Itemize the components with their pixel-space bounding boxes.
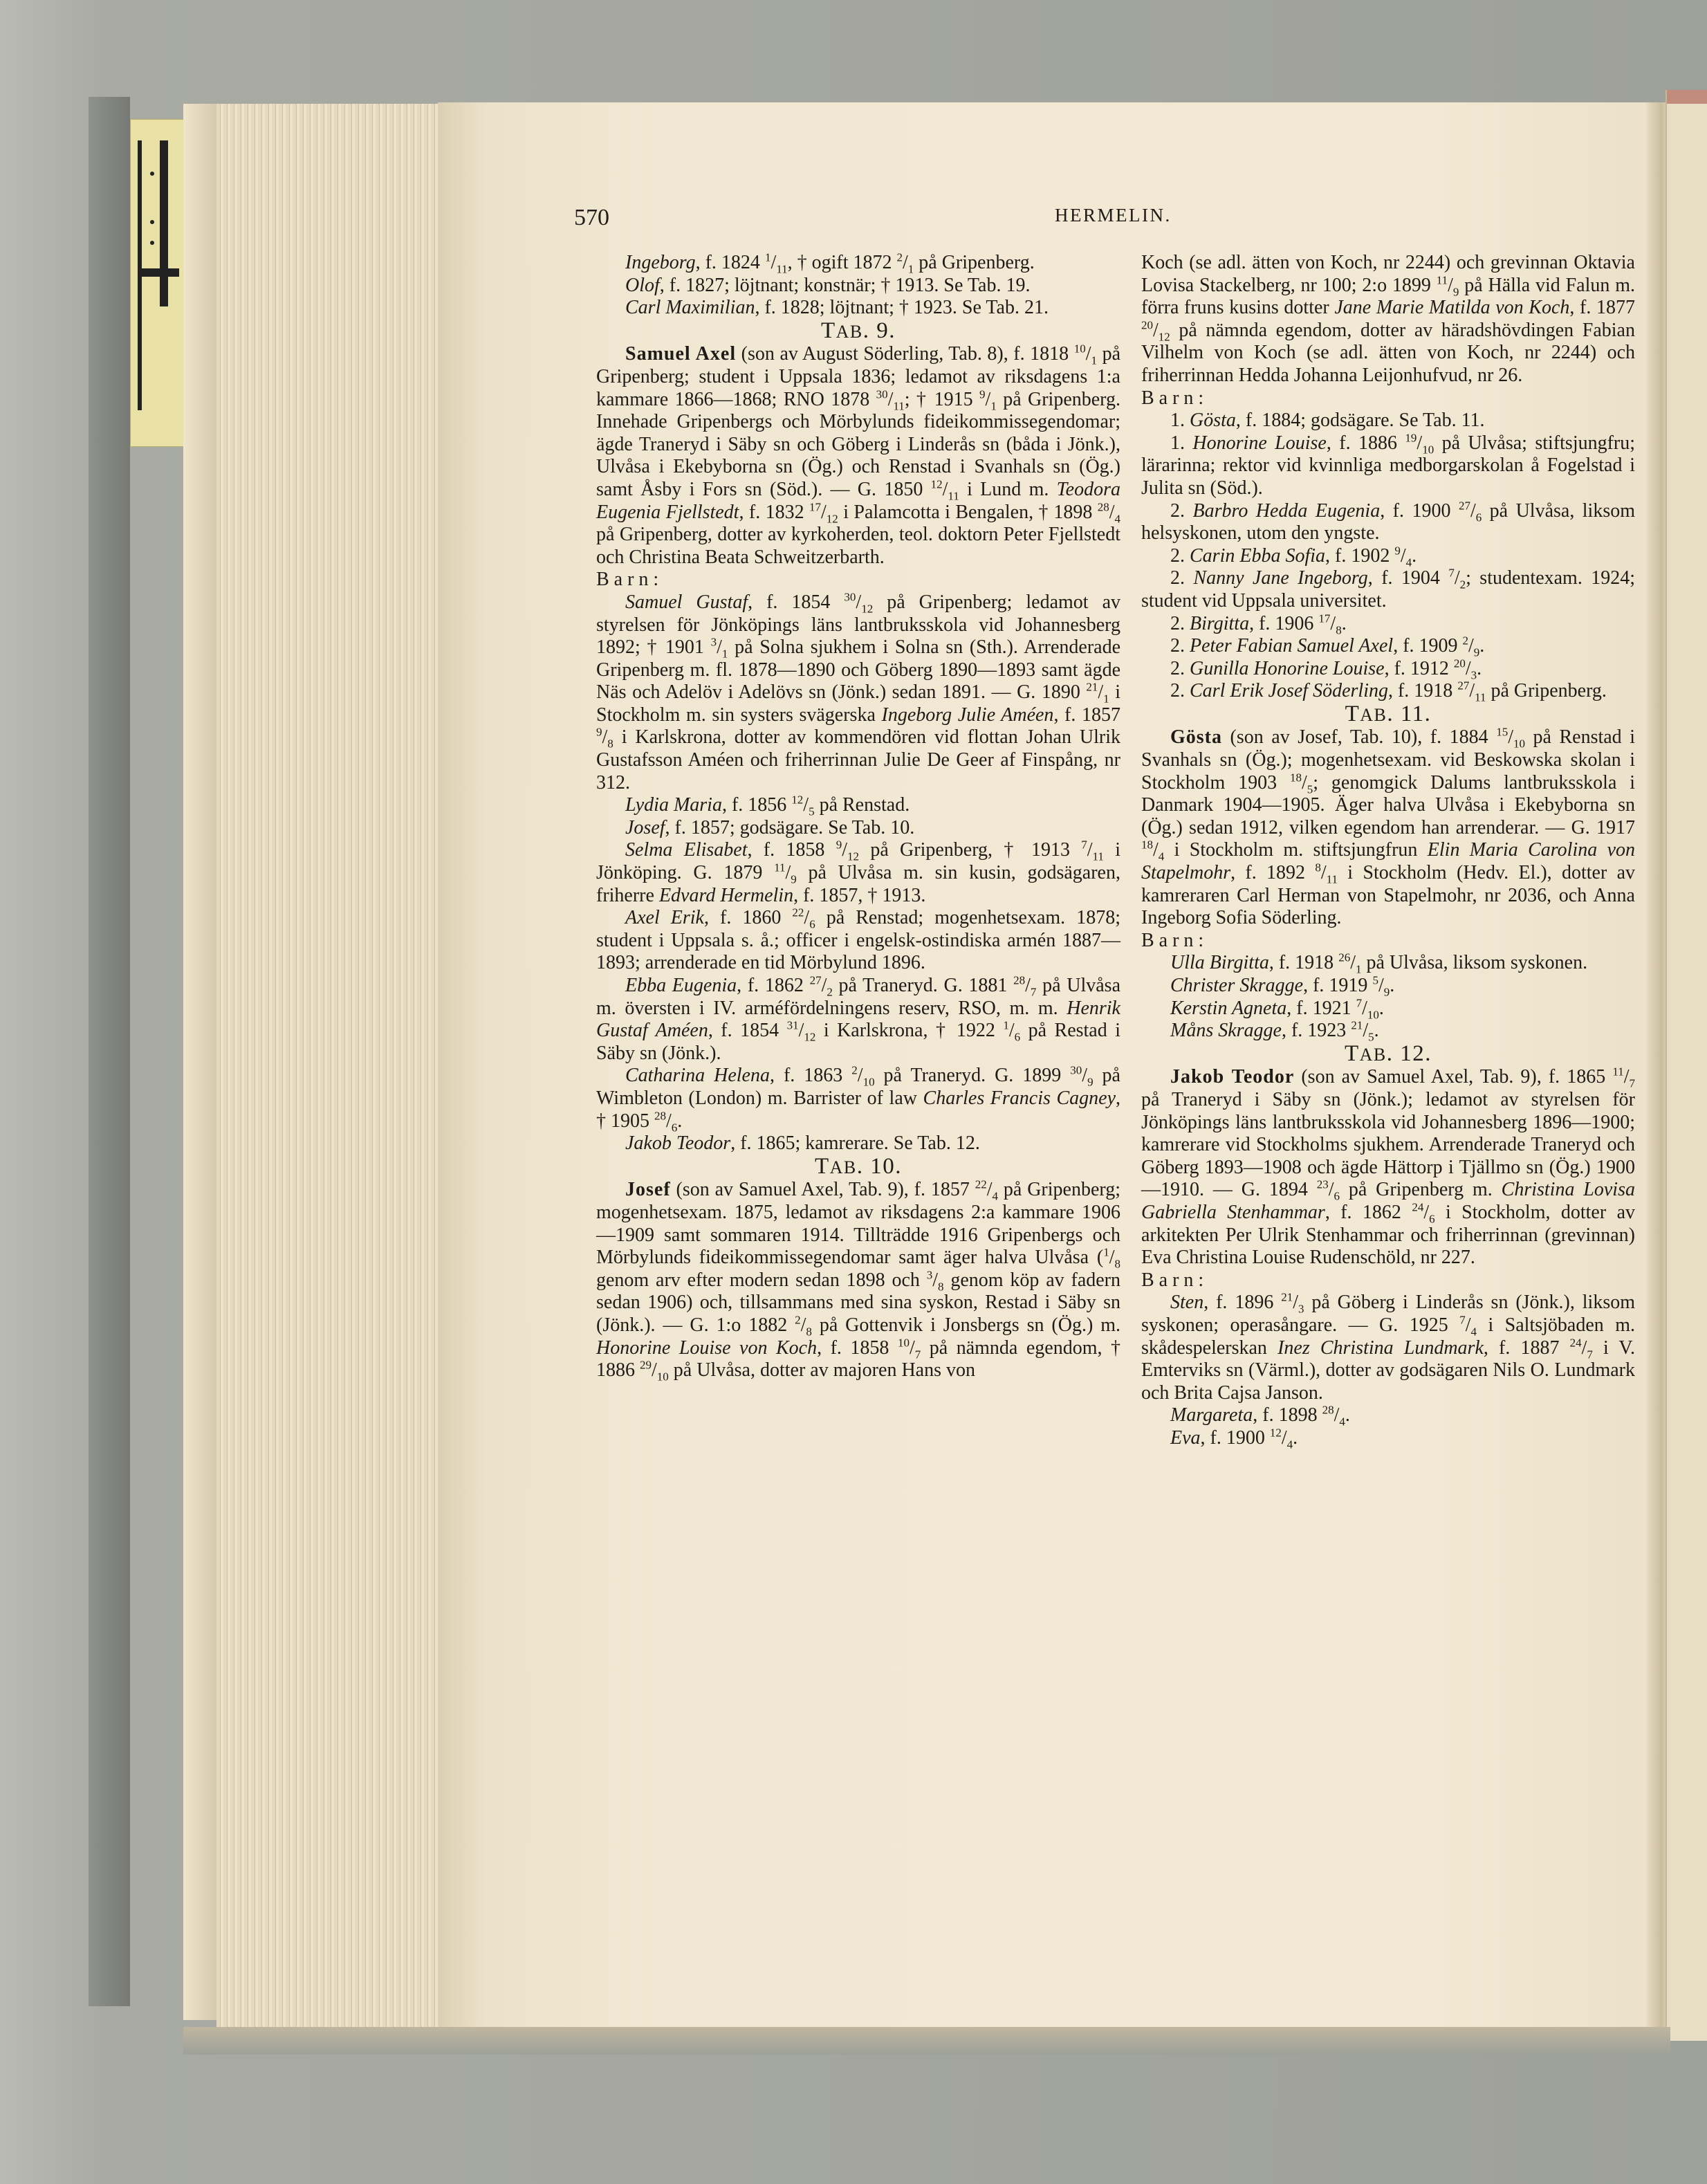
page-edges: [216, 104, 439, 2027]
genealogy-entry: Gösta (son av Josef, Tab. 10), f. 1884 $^{15}/_{10}$ på Renstad i Svanhals sn (Ög.); mogenhetsexam. vid Beskowska skolan i Stockholm 1903 $^{18}/_5$; genomgick Dalums lantbruksskola i Danmark 1904—1905. Äger halva Ulvåsa i Ekebyborna sn (Ög.) sedan 1912, vilken egendom han arrenderar. — G. 1917 $^{18}/_4$ i Stockholm m. stiftsjungfrun Elin Maria Carolina von Stapelmohr, f. 1892 $^8/_{11}$ i Stockholm (Hedv. El.), dotter av kamreraren Carl Herman von Stapelmohr, nr 2036, och Anna Ingeborg Sofia Söderling.: [1141, 726, 1636, 929]
genealogy-entry: Kerstin Agneta, f. 1921 $^7/_{10}$.: [1170, 996, 1384, 1022]
genealogy-entry: Catharina Helena, f. 1863 $^2/_{10}$ på Traneryd. G. 1899 $^{30}/_9$ på Wimbleton (London) m. Barrister of law Charles Francis Cagney, † 1905 $^{28}/_6$.: [596, 1064, 1121, 1135]
genealogy-entry: Samuel Axel (son av August Söderling, Tab. 8), f. 1818 $^{10}/_1$ på Gripenberg; student i Uppsala 1836; ledamot av riksdagens 1:a kammare 1866—1868; RNO 1878 $^{30}/_{11}$; † 1915 $^9/_1$ på Gripenberg. Innehade Gripenbergs och Mörbylunds fideikommissegendomar; ägde Traneryd i Säby sn och Göberg i Linderås sn (båda i Jönk.), Ulvåsa i Ekebyborna sn (Ög.) och Renstad i Svanhals sn (Ög.) samt Åsby i Fors sn (Söd.). — G. 1850 $^{12}/_{11}$ i Lund m. Teodora Eugenia Fjellstedt, f. 1832 $^{17}/_{12}$ i Palamcotta i Bengalen, † 1898 $^{28}/_4$ på Gripenberg, dotter av kyrkoherden, teol. doktorn Peter Fjellstedt och Christina Beata Schweitzerbarth.: [596, 342, 1121, 568]
genealogy-entry: Josef (son av Samuel Axel, Tab. 9), f. 1857 $^{22}/_4$ på Gripenberg; mogenhetsexam. 1875, ledamot av riksdagens 2:a kammare 1906—1909 samt sommaren 1914. Tillträdde 1916 Gripenbergs och Mörbylunds fideikommissegendomar samt äger halva Ulvåsa ($^1/_8$ genom arv efter modern sedan 1898 och $^3/_8$ genom köp av fadern sedan 1906) och, tillsammans med sina syskon, Restad i Säby sn (Jönk.). — G. 1:o 1882 $^2/_8$ på Gottenvik i Jonsbergs sn (Ög.) m. Honorine Louise von Koch, f. 1858 $^{10}/_7$ på nämnda egendom, † 1886 $^{29}/_{10}$ på Ulvåsa, dotter av majoren Hans von: [596, 1178, 1121, 1384]
genealogy-entry: Selma Elisabet, f. 1858 $^9/_{12}$ på Gripenberg, † 1913 $^7/_{11}$ i Jönköping. G. 1879 $^{11}/_9$ på Ulvåsa m. sin kusin, godsägaren, friherre Edvard Hermelin, f. 1857, † 1913.: [596, 838, 1120, 906]
genealogy-entry: 2. Carl Erik Josef Söderling, f. 1918 $^{27}/_{11}$ på Gripenberg.: [1170, 679, 1607, 704]
page-number: 570: [574, 205, 609, 230]
genealogy-entry: Ebba Eugenia, f. 1862 $^{27}/_2$ på Traneryd. G. 1881 $^{28}/_7$ på Ulvåsa m. översten i IV. arméfördelningens reserv, RSO, m. m. Henrik Gustaf Améen, f. 1854 $^{31}/_{12}$ i Karlskrona, † 1922 $^1/_6$ på Restad i Säby sn (Jönk.).: [596, 973, 1120, 1064]
genealogy-entry: 2. Gunilla Honorine Louise, f. 1912 $^{20}/_3$.: [1170, 657, 1482, 682]
genealogy-entry: Josef, f. 1857; godsägare. Se Tab. 10.: [625, 816, 915, 838]
genealogy-entry: Koch (se adl. ätten von Koch, nr 2244) och grevinnan Oktavia Lovisa Stackelberg, nr 100; 2:o 1899 $^{11}/_9$ på Hälla vid Falun m. förra fruns kusins dotter Jane Marie Matilda von Koch, f. 1877 $^{20}/_{12}$ på nämnda egendom, dotter av häradshövdingen Fabian Vilhelm von Koch (se adl. ätten von Koch, nr 2244) och friherrinnan Hedda Johanna Leijonhufvud, nr 26.: [1141, 252, 1636, 386]
table-heading: TAB. 11.: [1345, 701, 1432, 726]
genealogy-entry: Ingeborg, f. 1824 $^1/_{11}$, † ogift 1872 $^2/_1$ på Gripenberg.: [625, 250, 1035, 276]
children-heading: Barn:: [1141, 1269, 1209, 1291]
running-title: HERMELIN.: [1055, 205, 1172, 226]
genealogy-entry: Ulla Birgitta, f. 1918 $^{26}/_1$ på Ulvåsa, liksom syskonen.: [1170, 951, 1588, 976]
genealogy-entry: Olof, f. 1827; löjtnant; konstnär; † 1913. Se Tab. 19.: [625, 274, 1031, 296]
genealogy-entry: 2. Nanny Jane Ingeborg, f. 1904 $^7/_2$; studentexam. 1924; student vid Uppsala universitet.: [1141, 566, 1636, 612]
table-heading: TAB. 12.: [1344, 1040, 1432, 1066]
children-heading: Barn:: [1141, 929, 1209, 951]
genealogy-entry: 1. Gösta, f. 1884; godsägare. Se Tab. 11.: [1170, 410, 1485, 432]
genealogy-entry: Axel Erik, f. 1860 $^{22}/_6$ på Renstad; mogenhetsexam. 1878; student i Uppsala s. å.; officer i engelsk-ostindiska armén 1887—1893; arrenderade en tid Mörbylund 1896.: [596, 906, 1120, 974]
shelf-label: [130, 119, 191, 447]
genealogy-entry: 1. Honorine Louise, f. 1886 $^{19}/_{10}$ på Ulvåsa; stiftsjungfru; lärarinna; rektor vid kvinnliga medborgarskolan å Fogelstad i Julita sn (Söd.).: [1141, 431, 1636, 499]
genealogy-entry: 2. Birgitta, f. 1906 $^{17}/_8$.: [1170, 612, 1347, 637]
genealogy-entry: Eva, f. 1900 $^{12}/_4$.: [1170, 1426, 1298, 1451]
genealogy-entry: 2. Barbro Hedda Eugenia, f. 1900 $^{27}/_6$ på Ulvåsa, liksom helsyskonen, utom den yngste.: [1141, 499, 1636, 544]
genealogy-entry: Lydia Maria, f. 1856 $^{12}/_5$ på Renstad.: [625, 793, 910, 818]
genealogy-entry: Måns Skragge, f. 1923 $^{21}/_5$.: [1170, 1018, 1379, 1044]
genealogy-entry: Samuel Gustaf, f. 1854 $^{30}/_{12}$ på Gripenberg; ledamot av styrelsen för Jönköpings läns lantbruksskola vid Johannesberg 1892; † 1901 $^3/_1$ på Solna sjukhem i Solna sn (Sth.). Arrenderade Gripenberg m. fl. 1878—1890 och Göberg 1890—1893 samt ägde Näs och Adelöv i Adelövs sn (Jönk.) sedan 1891. — G. 1890 $^{21}/_1$ i Stockholm m. sin systers svägerska Ingeborg Julie Améen, f. 1857 $^9/_8$ i Karlskrona, dotter av kommendören vid flottan Johan Ulrik Gustafsson Améen och friherrinnan Julie De Geer af Finspång, nr 312.: [596, 590, 1121, 793]
genealogy-entry: Christer Skragge, f. 1919 $^5/_9$.: [1170, 973, 1395, 999]
bottom-shadow: [183, 2027, 1670, 2055]
children-heading: Barn:: [1141, 387, 1209, 409]
genealogy-entry: Carl Maximilian, f. 1828; löjtnant; † 1923. Se Tab. 21.: [625, 297, 1049, 319]
children-heading: Barn:: [596, 569, 664, 591]
genealogy-entry: 2. Carin Ebba Sofia, f. 1902 $^9/_4$.: [1170, 544, 1417, 569]
facing-page-edge: [1666, 90, 1707, 2041]
genealogy-entry: Jakob Teodor (son av Samuel Axel, Tab. 9), f. 1865 $^{11}/_7$ på Traneryd i Säby sn (Jönk.); ledamot av styrelsen för Jönköpings läns lantbruksskola vid Johannesberg 1896—1900; kamrerare vid Stockholms sjukhem. Arrenderade Traneryd och Göberg 1893—1908 och ägde Hättorp i Tjällmo sn (Ög.) 1900—1910. — G. 1894 $^{23}/_6$ på Gripenberg m. Christina Lovisa Gabriella Stenhammar, f. 1862 $^{24}/_6$ i Stockholm, dotter av arkitekten Per Ulrik Stenhammar och friherrinnan (grevinnan) Eva Christina Louise Rudenschöld, nr 227.: [1141, 1065, 1635, 1269]
table-heading: TAB. 10.: [814, 1153, 903, 1179]
book-spine: [183, 104, 218, 2020]
left-column: [596, 252, 1120, 1382]
genealogy-entry: Sten, f. 1896 $^{21}/_3$ på Göberg i Linderås sn (Jönk.), liksom syskonen; operasångare. — G. 1925 $^7/_4$ i Saltsjöbaden m. skådespelerskan Inez Christina Lundmark, f. 1887 $^{24}/_7$ i V. Emterviks sn (Värml.), dotter av godsägaren Nils O. Lundmark och Brita Cajsa Janson.: [1141, 1290, 1636, 1404]
genealogy-entry: Jakob Teodor, f. 1865; kamrerare. Se Tab. 12.: [625, 1132, 980, 1155]
binding-strip: [89, 97, 130, 2006]
table-heading: TAB. 9.: [820, 318, 896, 343]
genealogy-entry: 2. Peter Fabian Samuel Axel, f. 1909 $^2/_9$.: [1170, 634, 1485, 659]
genealogy-entry: Margareta, f. 1898 $^{28}/_4$.: [1170, 1403, 1350, 1429]
right-column: [1141, 252, 1635, 1449]
